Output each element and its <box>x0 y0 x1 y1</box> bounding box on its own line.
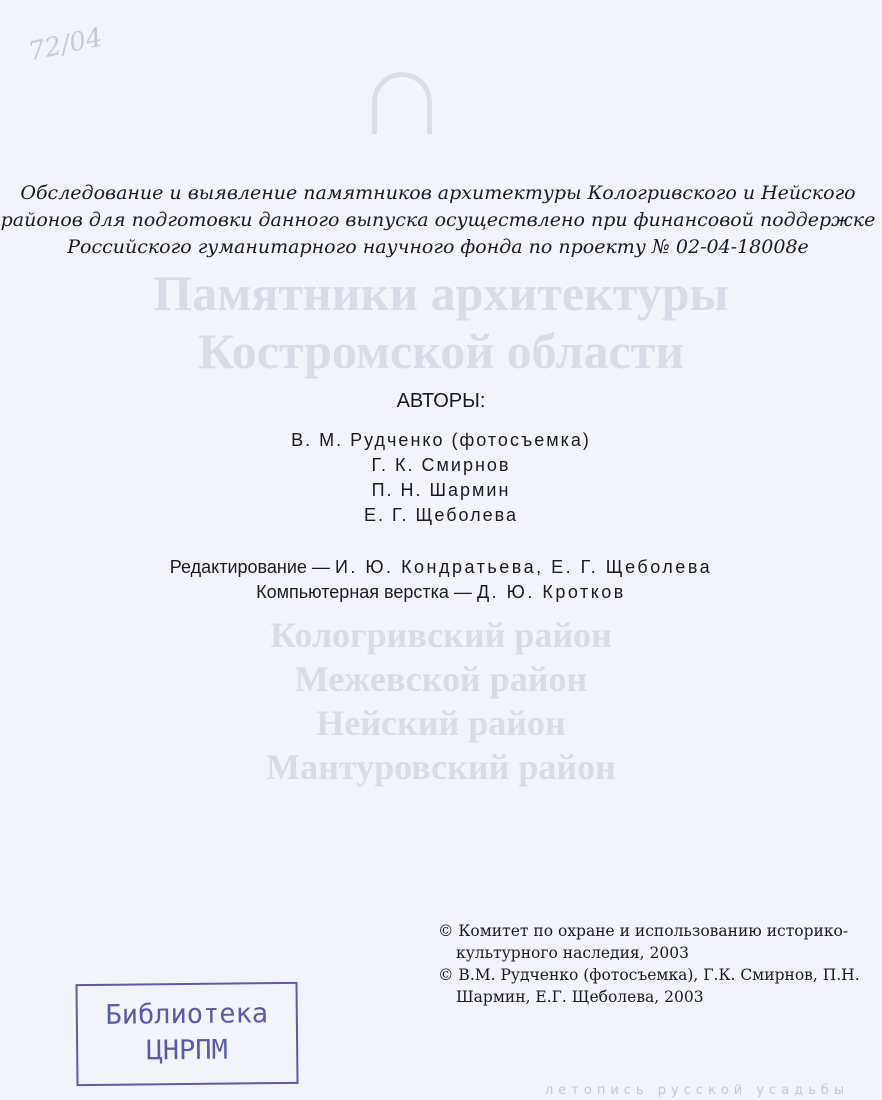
authors-heading: АВТОРЫ: <box>396 390 486 412</box>
copyright-line: © В.М. Рудченко (фотосъемка), Г.К. Смирнов, П.Н. Шармин, Е.Г. Щеболева, 2003 <box>438 966 860 1006</box>
author: Г. К. Смирнов <box>371 455 511 475</box>
layout-label: Компьютерная верстка — <box>256 582 472 602</box>
funding-note <box>0 180 882 261</box>
bleed-district: Межевской район <box>294 659 588 699</box>
copyright-line: © Комитет по охране и использованию историко-культурного наследия, 2003 <box>438 922 849 962</box>
funding-line: районов для подготовки данного выпуска осуществлено при финансовой поддержке <box>0 209 876 231</box>
author: Е. Г. Щеболева <box>363 505 519 525</box>
funding-line: Российского гуманитарного научного фонда по проекту № 02-04-18008е <box>67 236 809 258</box>
watermark: летопись русской усадьбы <box>545 1083 850 1098</box>
bleed-district: Нейский район <box>316 703 566 743</box>
publisher-logo-bleed <box>372 72 432 134</box>
layout-names: Д. Ю. Кротков <box>476 582 626 602</box>
handwritten-note: 72/04 <box>25 22 106 68</box>
credits <box>0 555 882 605</box>
library-stamp <box>75 982 298 1086</box>
author: В. М. Рудченко (фотосъемка) <box>291 430 591 450</box>
stamp-line: ЦНРПМ <box>146 1034 228 1067</box>
editing-label: Редактирование — <box>169 557 330 577</box>
funding-line: Обследование и выявление памятников архитектуры Кологривского и Нейского <box>20 182 856 204</box>
copyright-block <box>438 920 878 1008</box>
layout-credit <box>0 580 882 605</box>
author: П. Н. Шармин <box>371 480 511 500</box>
bleed-district: Мантуровский район <box>266 747 616 787</box>
editing-names: И. Ю. Кондратьева, Е. Г. Щеболева <box>334 557 713 577</box>
bleed-title-1: Памятники архитектуры <box>153 265 729 321</box>
bleed-title-2: Костромской области <box>197 323 685 379</box>
bleed-district: Кологривский район <box>270 615 612 655</box>
stamp-line: Библиотека <box>105 998 269 1031</box>
editing-credit <box>0 555 882 580</box>
authors-list <box>0 428 882 528</box>
